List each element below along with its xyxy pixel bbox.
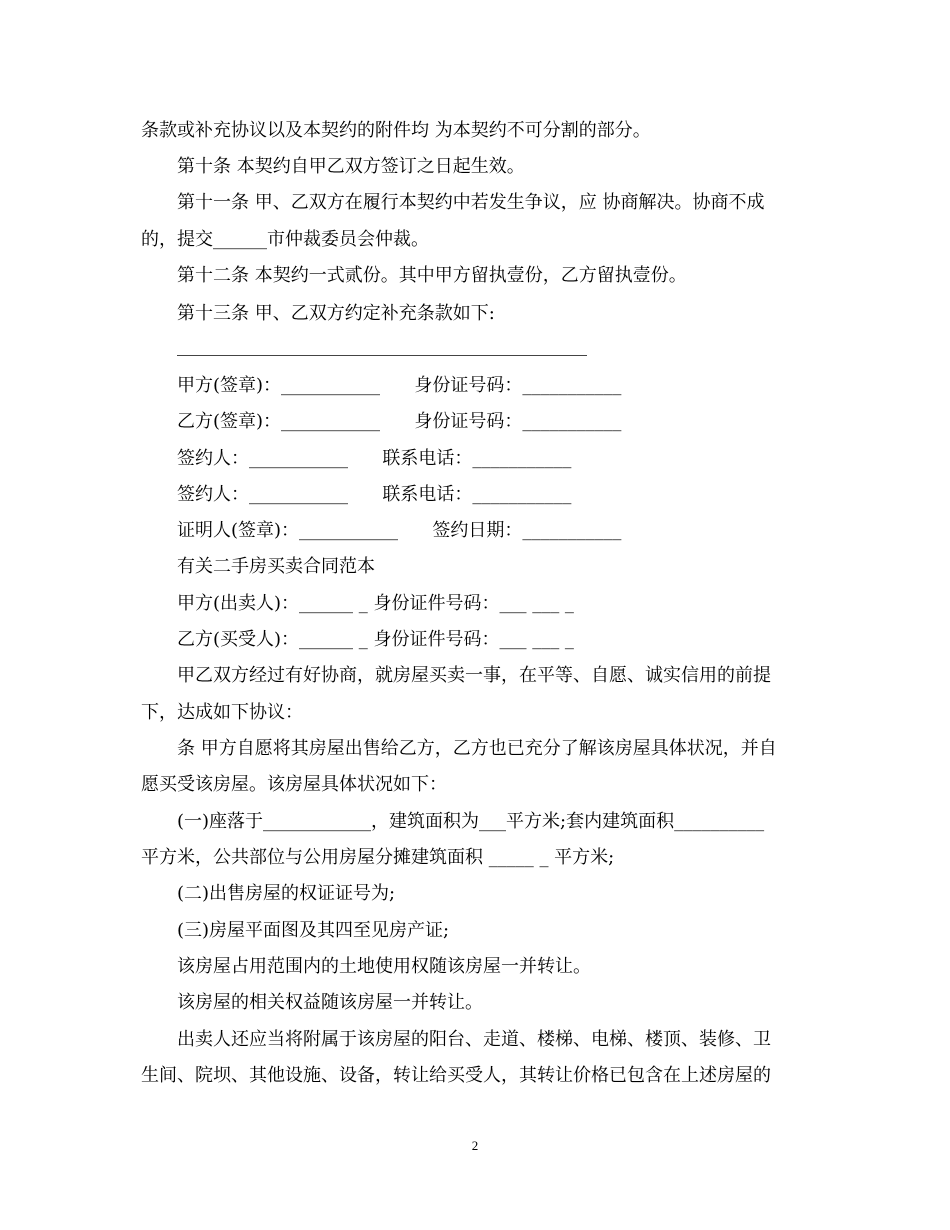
text-line: (一)座落于____________，建筑面积为___平方米;套内建筑面积__________ <box>177 811 765 832</box>
text-line: 甲乙双方经过有好协商，就房屋买卖一事，在平等、自愿、诚实信用的前提 <box>177 665 771 686</box>
text-line: 平方米，公共部位与公用房屋分摊建筑面积 _____ _ 平方米; <box>141 847 615 868</box>
text-line: 第十一条 甲、乙双方在履行本契约中若发生争议，应 协商解决。协商不成 <box>177 192 765 213</box>
text-line: 该房屋占用范围内的土地使用权随该房屋一并转让。 <box>177 956 591 977</box>
signature-line: 乙方(签章)：___________ 身份证号码：___________ <box>177 411 622 432</box>
page-number: 2 <box>471 1138 479 1153</box>
text-line: 第十条 本契约自甲乙双方签订之日起生效。 <box>177 156 525 177</box>
text-line: 条款或补充协议以及本契约的附件均 为本契约不可分割的部分。 <box>141 120 651 141</box>
signature-line: 甲方(签章)：___________ 身份证号码：___________ <box>177 375 622 396</box>
text-line: (三)房屋平面图及其四至见房产证; <box>177 920 450 941</box>
party-line: 乙方(买受人)：______ _ 身份证件号码：___ ___ _ <box>177 629 574 650</box>
text-line: 该房屋的相关权益随该房屋一并转让。 <box>177 992 483 1013</box>
text-line: 生间、院坝、其他设施、设备，转让给买受人，其转让价格已包含在上述房屋的 <box>141 1065 771 1086</box>
text-line: 的，提交______市仲裁委员会仲裁。 <box>141 229 429 250</box>
text-line: (二)出售房屋的权证证号为; <box>177 883 396 904</box>
text-line: 下，达成如下协议： <box>141 702 303 723</box>
signature-line: 证明人(签章)：___________ 签约日期：___________ <box>177 520 622 541</box>
text-line: 第十三条 甲、乙双方约定补充条款如下: <box>177 303 495 324</box>
text-line: 出卖人还应当将附属于该房屋的阳台、走道、楼梯、电梯、楼顶、装修、卫 <box>177 1029 771 1050</box>
supplementary-terms-blank-line <box>177 355 587 356</box>
section-title: 有关二手房买卖合同范本 <box>177 556 375 577</box>
signature-line: 签约人：___________ 联系电话：___________ <box>177 484 572 505</box>
signature-line: 签约人：___________ 联系电话：___________ <box>177 448 572 469</box>
party-line: 甲方(出卖人)：______ _ 身份证件号码：___ ___ _ <box>177 593 574 614</box>
text-line: 条 甲方自愿将其房屋出售给乙方，乙方也已充分了解该房屋具体状况，并自 <box>177 738 777 759</box>
text-line: 第十二条 本契约一式贰份。其中甲方留执壹份，乙方留执壹份。 <box>177 265 687 286</box>
text-line: 愿买受该房屋。该房屋具体状况如下： <box>141 774 447 795</box>
